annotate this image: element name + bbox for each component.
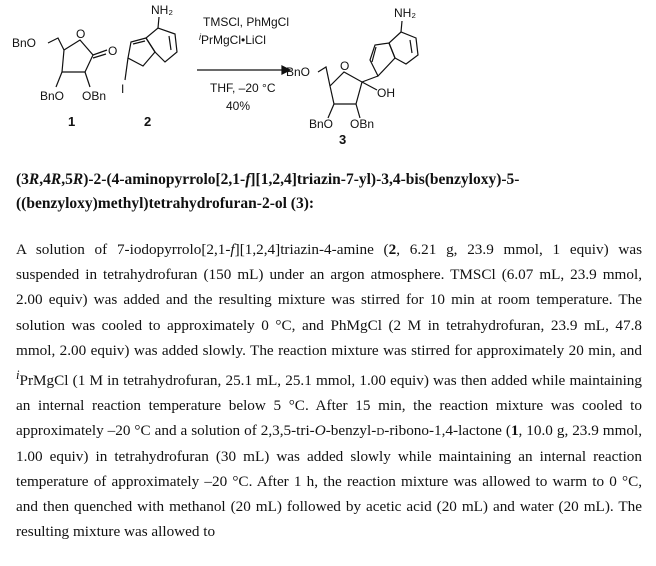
sm1-ring-o: O (76, 27, 86, 41)
sm1-obn: OBn (82, 89, 107, 103)
conditions-line2: 40% (226, 99, 251, 113)
compound-title: (3R,4R,5R)-2-(4-aminopyrrolo[2,1-f][1,2,4]triazin-7-yl)-3,4-bis(benzyloxy)-5-((benzyloxy)methyl)tetrahydrofuran-2-ol (3): (16, 171, 520, 212)
product-nh2: NH₂ (394, 6, 416, 20)
compound-2-label: 2 (144, 114, 152, 129)
reagents-line1: TMSCl, PhMgCl (203, 15, 290, 29)
compound-1-label: 1 (68, 114, 76, 129)
sm2-iodo: I (121, 82, 125, 96)
product-obn: OBn (350, 117, 375, 131)
reagents-line2: $^i$PrMgCl•LiCl (199, 32, 266, 47)
sm2-nh2: NH₂ (151, 3, 173, 17)
sm1-bno-bottom: BnO (40, 89, 65, 103)
pyrrolotriazine-structure (125, 17, 177, 80)
reaction-scheme (0, 0, 656, 150)
compound-3-label: 3 (339, 132, 347, 147)
sm1-bno-top: BnO (12, 36, 37, 50)
conditions-line1: THF, –20 °C (210, 81, 276, 95)
product-ring-o: O (340, 59, 350, 73)
product-bno: BnO (286, 65, 311, 79)
product-structure (318, 21, 418, 118)
product-oh: OH (377, 86, 395, 100)
procedure-text: A solution of 7-iodopyrrolo[2,1-f][1,2,4]triazin-4-amine (2, 6.21 g, 23.9 mmol, 1 equiv) was suspended in tetrahydrofuran (150 mL) under an argon atmosphere. TMSCl (6.07 mL, 23.9 mmol, 2.00 equiv) was added and the resulting mixture was stirred for 10 min at room temperature. The solution was cooled to approximately 0 °C, and PhMgCl (2 M in tetrahydrofuran, 23.9 mL, 47.8 mmol, 2.00 equiv) was added slowly. The reaction mixture was stirred for approximately 20 min, and $^i$PrMgCl (1 M in tetrahydrofuran, 25.1 mL, 25.1 mmol, 1.00 equiv) was then added while maintaining an internal reaction temperature below 5 °C. After 15 min, the reaction mixture was cooled to approximately –20 °C and a solution of 2,3,5-tri-O-benzyl-d-ribono-1,4-lactone (1, 10.0 g, 23.9 mmol, 1.00 equiv) in tetrahydrofuran (30 mL) was added slowly while maintaining an internal reaction temperature of approximately –20 °C. After 1 h, the reaction mixture was allowed to warm to 0 °C, and then quenched with methanol (20 mL) followed by acetic acid (20 mL) and water (20 mL). The resulting mixture was allowed to (16, 241, 643, 541)
product-bno-bottom: BnO (309, 117, 334, 131)
sm1-carbonyl-o: O (108, 44, 118, 58)
lactone-structure (48, 38, 107, 87)
